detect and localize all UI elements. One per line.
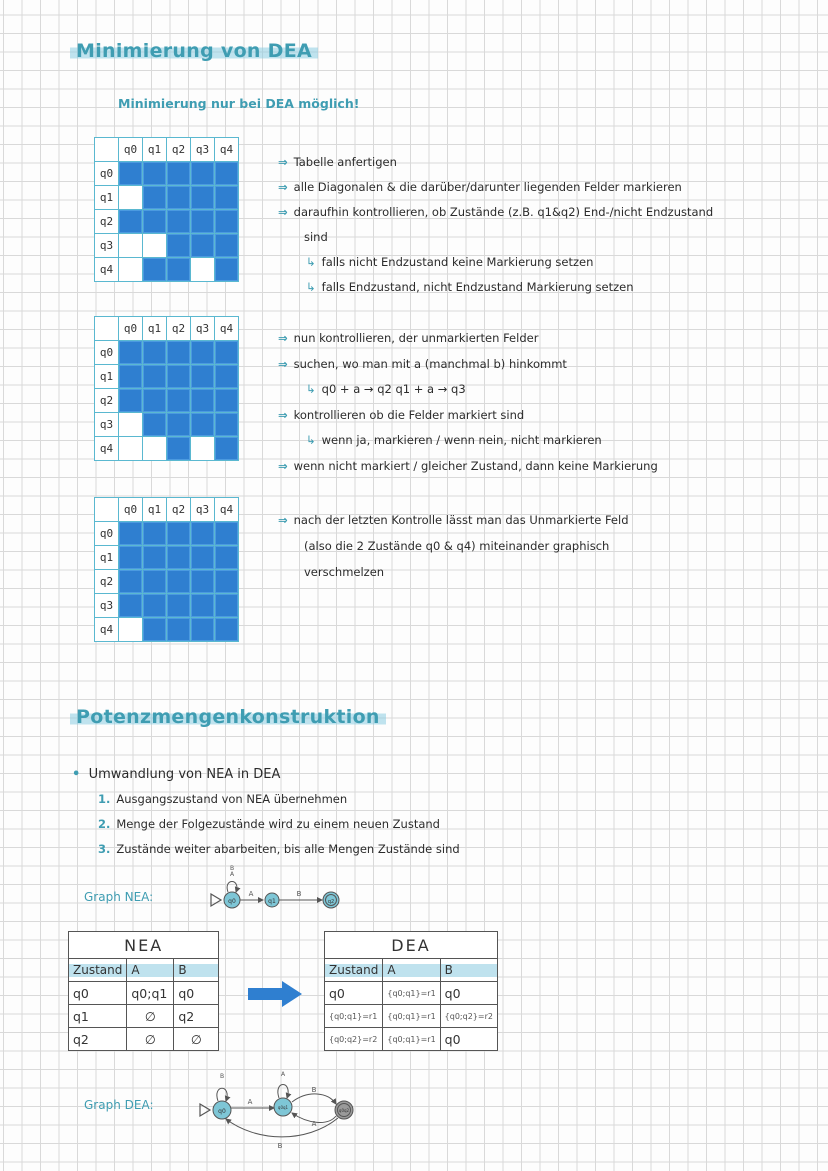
matrix-cell-empty [143,437,167,461]
edge-label: A [247,1098,253,1106]
section-title-powerset: Potenzmengenkonstruktion [70,706,386,728]
table-caption: NEA [69,932,219,959]
matrix-cell-marked [119,570,143,594]
matrix-cell-marked [119,546,143,570]
matrix-cell-empty [143,234,167,258]
step-item: 3. Zustände weiter abarbeiten, bis alle Mengen Zustände sind [98,842,460,856]
table-cell: q1 [69,1005,127,1028]
matrix-cell-marked [143,258,167,282]
matrix-row-header: q2 [95,389,119,413]
edge-label: A [229,871,235,878]
matrix-col-header: q0 [119,138,143,162]
matrix-col-header: q1 [143,138,167,162]
column-header: B [174,959,219,982]
matrix-row-header: q1 [95,365,119,389]
matrix-row-header: q0 [95,162,119,186]
matrix-cell-empty [119,413,143,437]
table-cell: q2 [174,1005,219,1028]
self-loop-edge [227,882,237,893]
matrix-cell-marked [191,341,215,365]
matrix-cell-marked [191,389,215,413]
section-subtitle-dea-only: Minimierung nur bei DEA möglich! [118,96,360,111]
matrix-corner [95,138,119,162]
matrix-cell-marked [215,210,239,234]
note-subline: ↳ falls Endzustand, nicht Endzustand Markierung setzen [306,280,634,294]
matrix-cell-empty [119,258,143,282]
table-cell: {q0;q1}=r1 [325,1005,383,1028]
implies-arrow-icon: ⇒ [278,513,288,527]
nea-state-graph [205,862,355,917]
matrix-cell-marked [215,341,239,365]
matrix-corner [95,317,119,341]
matrix-cell-marked [167,234,191,258]
implies-arrow-icon: ⇒ [278,155,288,169]
matrix-cell-marked [191,162,215,186]
return-arrow-icon: ↳ [306,433,316,447]
graph-nea-label: Graph NEA: [84,890,154,904]
matrix-col-header: q1 [143,317,167,341]
state-node-label: q0 [228,898,236,905]
matrix-col-header: q4 [215,317,239,341]
table-cell: q0 [440,1028,497,1051]
implies-arrow-icon: ⇒ [278,331,288,345]
matrix-cell-marked [215,413,239,437]
table-cell: ∅ [127,1028,174,1051]
matrix-cell-marked [143,162,167,186]
table-cell: q0 [325,982,383,1005]
table-cell: {q0;q1}=r1 [383,1028,440,1051]
state-matrix-1 [94,137,239,282]
matrix-cell-marked [215,258,239,282]
table-caption: DEA [325,932,498,959]
state-node-label: q1 [268,898,276,905]
matrix-col-header: q2 [167,317,191,341]
matrix-cell-marked [167,186,191,210]
matrix-cell-marked [119,210,143,234]
matrix-cell-marked [167,618,191,642]
matrix-row-header: q4 [95,437,119,461]
implies-arrow-icon: ⇒ [278,205,288,219]
matrix-cell-marked [143,210,167,234]
matrix-cell-marked [215,389,239,413]
return-arrow-icon: ↳ [306,280,316,294]
matrix-cell-marked [215,162,239,186]
note-subline: ↳ q0 + a → q2 q1 + a → q3 [306,382,466,396]
matrix-cell-empty [119,618,143,642]
bullet-item: • Umwandlung von NEA in DEA [72,767,281,782]
start-arrow-icon [200,1104,210,1116]
matrix-cell-marked [191,186,215,210]
matrix-cell-marked [143,389,167,413]
self-loop-edge [217,1088,227,1101]
matrix-cell-marked [143,522,167,546]
state-matrix-3 [94,497,239,642]
matrix-cell-marked [167,522,191,546]
matrix-cell-marked [143,618,167,642]
matrix-row-header: q1 [95,546,119,570]
table-cell: {q0;q2}=r2 [325,1028,383,1051]
matrix-row-header: q4 [95,258,119,282]
column-header: B [440,959,497,982]
state-node-label: q2 [327,899,335,905]
state-matrix-2 [94,316,239,461]
matrix-cell-marked [143,186,167,210]
note-line: ⇒ alle Diagonalen & die darüber/darunter liegenden Felder markieren [278,180,682,194]
edge-label: A [280,1071,286,1078]
step-item: 1. Ausgangszustand von NEA übernehmen [98,792,348,806]
matrix-cell-marked [119,341,143,365]
note-line: ⇒ nach der letzten Kontrolle lässt man das Unmarkierte Feld [278,513,629,527]
matrix-col-header: q0 [119,317,143,341]
matrix-col-header: q3 [191,498,215,522]
matrix-col-header: q4 [215,138,239,162]
return-arrow-icon: ↳ [306,382,316,396]
matrix-cell-marked [167,365,191,389]
matrix-col-header: q3 [191,317,215,341]
note-line: verschmelzen [304,565,385,579]
graph-dea-label: Graph DEA: [84,1098,154,1112]
note-subline: ↳ wenn ja, markieren / wenn nein, nicht markieren [306,433,602,447]
table-cell: q0;q1 [127,982,174,1005]
matrix-cell-empty [191,258,215,282]
matrix-cell-marked [119,162,143,186]
matrix-cell-marked [119,594,143,618]
conversion-arrow-icon [246,980,304,1008]
edge-label: A [248,890,254,898]
matrix-row-header: q1 [95,186,119,210]
matrix-cell-marked [167,570,191,594]
table-cell: ∅ [174,1028,219,1051]
matrix-cell-marked [191,570,215,594]
matrix-corner [95,498,119,522]
matrix-cell-empty [119,437,143,461]
table-cell: {q0;q2}=r2 [440,1005,497,1028]
matrix-cell-marked [191,594,215,618]
matrix-row-header: q0 [95,522,119,546]
table-cell: {q0;q1}=r1 [383,1005,440,1028]
matrix-cell-empty [119,234,143,258]
matrix-cell-marked [167,413,191,437]
matrix-cell-marked [143,413,167,437]
step-item: 2. Menge der Folgezustände wird zu einem neuen Zustand [98,817,440,831]
transition-edge [226,1118,338,1137]
nea-transition-table [68,931,219,1051]
matrix-cell-marked [215,365,239,389]
matrix-row-header: q0 [95,341,119,365]
matrix-cell-marked [215,234,239,258]
implies-arrow-icon: ⇒ [278,180,288,194]
edge-label: B [229,865,235,872]
table-cell: q0 [174,982,219,1005]
matrix-cell-marked [143,365,167,389]
matrix-cell-marked [143,546,167,570]
matrix-cell-marked [167,437,191,461]
note-line: ⇒ daraufhin kontrollieren, ob Zustände (z.B. q1&q2) End-/nicht Endzustand [278,205,714,219]
column-header: A [127,959,174,982]
edge-label: B [219,1073,225,1080]
column-header: Zustand [325,959,383,982]
start-arrow-icon [211,894,221,906]
matrix-cell-marked [167,258,191,282]
matrix-cell-empty [191,437,215,461]
note-line: (also die 2 Zustände q0 & q4) miteinander graphisch [304,539,610,553]
edge-label: B [311,1086,317,1094]
note-line: ⇒ wenn nicht markiert / gleicher Zustand, dann keine Markierung [278,458,658,473]
matrix-row-header: q3 [95,594,119,618]
matrix-cell-marked [119,522,143,546]
matrix-col-header: q3 [191,138,215,162]
self-loop-edge [278,1085,288,1099]
matrix-cell-marked [167,162,191,186]
matrix-cell-empty [119,186,143,210]
edge-label: A [311,1120,317,1128]
matrix-col-header: q4 [215,498,239,522]
matrix-cell-marked [167,210,191,234]
powerset-steps [72,762,460,862]
edge-label: B [296,890,302,898]
table-cell: q2 [69,1028,127,1051]
matrix-cell-marked [215,437,239,461]
note-line: sind [304,230,328,244]
matrix-cell-marked [215,618,239,642]
dea-transition-table [324,931,498,1051]
note-line: ⇒ suchen, wo man mit a (manchmal b) hinkommt [278,356,567,371]
table-cell: q0 [69,982,127,1005]
matrix-cell-marked [167,389,191,413]
matrix-cell-marked [215,594,239,618]
state-node-label: q0q2 [338,1108,350,1113]
matrix-cell-marked [191,234,215,258]
table-cell: {q0;q1}=r1 [383,982,440,1005]
matrix-cell-marked [191,546,215,570]
note-line: ⇒ nun kontrollieren, der unmarkierten Felder [278,331,539,345]
matrix-cell-marked [167,341,191,365]
matrix-cell-marked [167,594,191,618]
matrix-cell-marked [143,594,167,618]
matrix-col-header: q1 [143,498,167,522]
transition-edge [292,1094,336,1104]
column-header: A [383,959,440,982]
state-node-label: q0q1 [277,1105,289,1110]
matrix-row-header: q3 [95,234,119,258]
matrix-cell-marked [191,210,215,234]
matrix-cell-marked [143,341,167,365]
matrix-col-header: q2 [167,138,191,162]
dea-state-graph [196,1062,366,1152]
matrix-cell-marked [215,546,239,570]
implies-arrow-icon: ⇒ [278,407,288,422]
matrix-cell-marked [191,618,215,642]
matrix-cell-marked [191,413,215,437]
section-title-minimization: Minimierung von DEA [70,40,318,62]
implies-arrow-icon: ⇒ [278,356,288,371]
edge-label: B [277,1142,283,1150]
note-line: ⇒ kontrollieren ob die Felder markiert sind [278,407,525,422]
matrix-cell-marked [119,365,143,389]
matrix-cell-marked [191,365,215,389]
matrix-col-header: q0 [119,498,143,522]
matrix-col-header: q2 [167,498,191,522]
implies-arrow-icon: ⇒ [278,458,288,473]
matrix-row-header: q2 [95,570,119,594]
note-subline: ↳ falls nicht Endzustand keine Markierung setzen [306,255,594,269]
column-header: Zustand [69,959,127,982]
matrix-cell-marked [215,186,239,210]
note-line: ⇒ Tabelle anfertigen [278,155,397,169]
matrix-cell-marked [119,389,143,413]
return-arrow-icon: ↳ [306,255,316,269]
state-node-label: q0 [218,1108,226,1115]
matrix-cell-marked [191,522,215,546]
matrix-cell-marked [143,570,167,594]
notes-block-3 [278,507,629,585]
matrix-row-header: q2 [95,210,119,234]
matrix-row-header: q3 [95,413,119,437]
table-cell: q0 [440,982,497,1005]
matrix-cell-marked [215,522,239,546]
table-cell: ∅ [127,1005,174,1028]
matrix-cell-marked [167,546,191,570]
matrix-cell-marked [215,570,239,594]
notes-block-1 [278,150,713,300]
bullet-dot-icon: • [72,767,81,782]
matrix-row-header: q4 [95,618,119,642]
notes-block-2 [278,326,658,479]
